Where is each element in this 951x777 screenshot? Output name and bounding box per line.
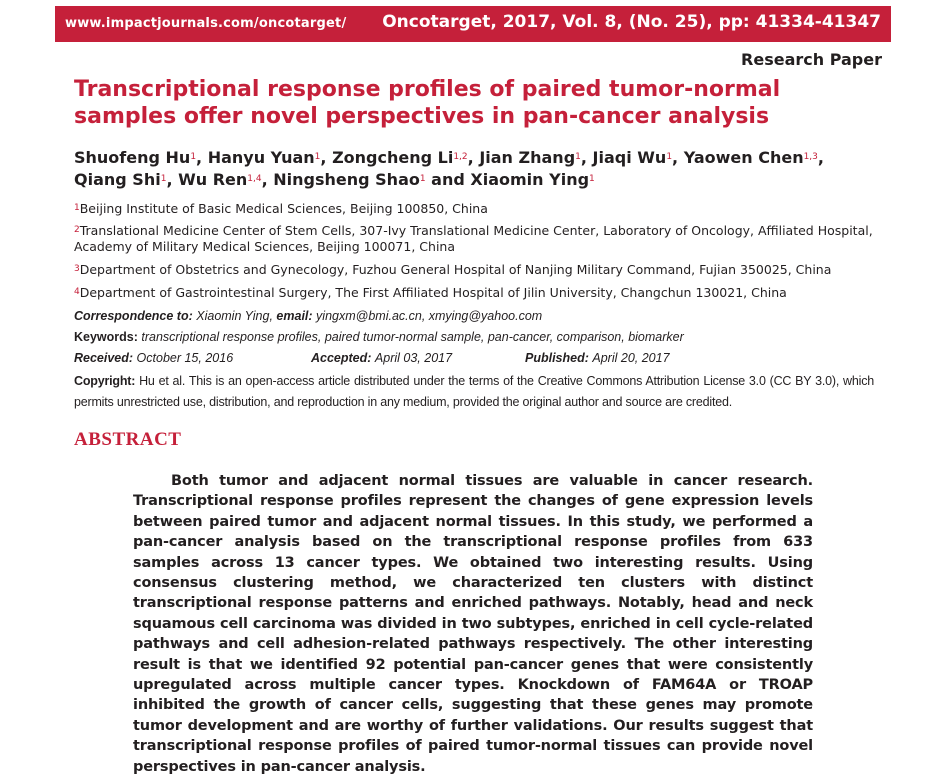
author-conjunction: and [431,170,465,189]
email-label: email: [276,309,313,323]
journal-header-bar [55,6,891,42]
author-name: Wu Ren [178,170,248,189]
received-value: October 15, 2016 [136,351,234,365]
author-name: Yaowen Chen [683,148,804,167]
author-name: Shuofeng Hu [74,148,191,167]
accepted-label: Accepted: [311,351,372,365]
copyright-text: Hu et al. This is an open-access article distributed under the terms of the Creative Commons Attribution License 3.0 (CC BY 3.0), which permits unrestricted use, distribution, and reproduction in any medium, provided the original author and source are credited. [74,374,874,409]
affiliation-text: Beijing Institute of Basic Medical Sciences, Beijing 100850, China [79,201,488,216]
author-affiliation-mark: 1,4 [247,174,262,184]
author-list: Shuofeng Hu$^1$, Hanyu Yuan$^1$, Zongcheng Li$^{1,2}$, Jian Zhang$^1$, Jiaqi Wu$^1$, Yaowen Chen$^{1,3}$, Qiang Shi$^1$, Wu Ren$^{1,4}$, Ningsheng Shao$^1$ and Xiaomin Ying$^1$ [74,148,824,189]
copyright-notice [74,371,874,413]
author-affiliation-mark: 1,2 [453,152,468,162]
published-value: April 20, 2017 [592,351,670,365]
journal-url-link[interactable]: www.impactjournals.com/oncotarget/ [65,16,347,31]
author-name: Jiaqi Wu [592,148,667,167]
keywords-text: transcriptional response profiles, paired tumor-normal sample, pan-cancer, comparison, biomarker [141,330,684,344]
author-name: Zongcheng Li [332,148,454,167]
author-affiliation-mark: 1 [160,174,167,184]
author-affiliation-mark: 1 [419,174,426,184]
author-affiliation-mark: 1,3 [803,152,818,162]
author-affiliation-mark: 1 [666,152,673,162]
received-date [74,350,233,366]
keywords-line [74,329,684,345]
received-label: Received: [74,351,134,365]
affiliation-text: Department of Obstetrics and Gynecology, Fuzhou General Hospital of Nanjing Military Command, Fujian 350025, China [79,262,832,277]
affiliation-2 [74,223,879,255]
affiliation-number: 4 [74,287,80,297]
author-affiliation-mark: 1 [575,152,581,162]
accepted-value: April 03, 2017 [374,351,453,365]
author-name: Hanyu Yuan [207,148,315,167]
published-label: Published: [525,351,589,365]
affiliation-text: Translational Medicine Center of Stem Cells, 307-Ivy Translational Medicine Center, Laboratory of Oncology, Affiliated Hospital, Academy of Military Medical Sciences, Beijing 100071, China [74,223,873,254]
correspondence-emails[interactable]: yingxm@bmi.ac.cn, xmying@yahoo.com [316,309,543,323]
keywords-label: Keywords: [74,330,138,344]
copyright-label: Copyright: [74,374,136,388]
journal-citation: Oncotarget, 2017, Vol. 8, (No. 25), pp: 41334-41347 [382,12,881,32]
affiliation-number: 2 [74,225,80,235]
affiliation-3 [74,262,879,278]
author-affiliation-mark: 1 [589,174,595,184]
abstract-body: Both tumor and adjacent normal tissues are valuable in cancer research. Transcriptional response profiles represent the changes of gene expression levels between paired tumor and adjacent normal tissues. In this study, we performed a pan-cancer analysis based on the transcriptional response profiles from 633 samples across 13 cancer types. We obtained two interesting results. Using consensus clustering method, we characterized ten clusters with distinct transcriptional response patterns and enriched pathways. Notably, head and neck squamous cell carcinoma was divided in two subtypes, enriched in cell cycle-related pathways and cell adhesion-related pathways respectively. The other interesting result is that we identified 92 potential pan-cancer genes that were consistently upregulated across multiple cancer types. Knockdown of FAM64A or TROAP inhibited the growth of cancer cells, suggesting that these genes may promote tumor development and are worthy of further validations. Our results suggest that transcriptional response profiles of paired tumor-normal tissues can provide novel perspectives in pan-cancer analysis. [133,473,813,775]
author-affiliation-mark: 1 [314,152,321,162]
affiliation-number: 3 [74,264,80,274]
affiliation-number: 1 [74,203,80,213]
abstract-heading: ABSTRACT [74,429,182,450]
paper-type-label: Research Paper [741,50,882,69]
correspondence-line [74,308,542,324]
affiliation-4 [74,285,879,301]
correspondence-name: Xiaomin Ying, [196,309,273,323]
affiliation-text: Department of Gastrointestinal Surgery, The First Affiliated Hospital of Jilin University, Changchun 130021, China [79,285,787,300]
author-affiliation-mark: 1 [190,152,197,162]
published-date [525,350,670,366]
author-name: Xiaomin Ying [470,170,590,189]
author-name: Ningsheng Shao [273,170,420,189]
accepted-date [311,350,452,366]
author-name: Qiang Shi [74,170,161,189]
author-name: Jian Zhang [479,148,576,167]
correspondence-label: Correspondence to: [74,309,193,323]
paper-title: Transcriptional response profiles of paired tumor-normal samples offer novel perspectives in pan-cancer analysis [74,77,781,129]
affiliation-1 [74,201,879,217]
